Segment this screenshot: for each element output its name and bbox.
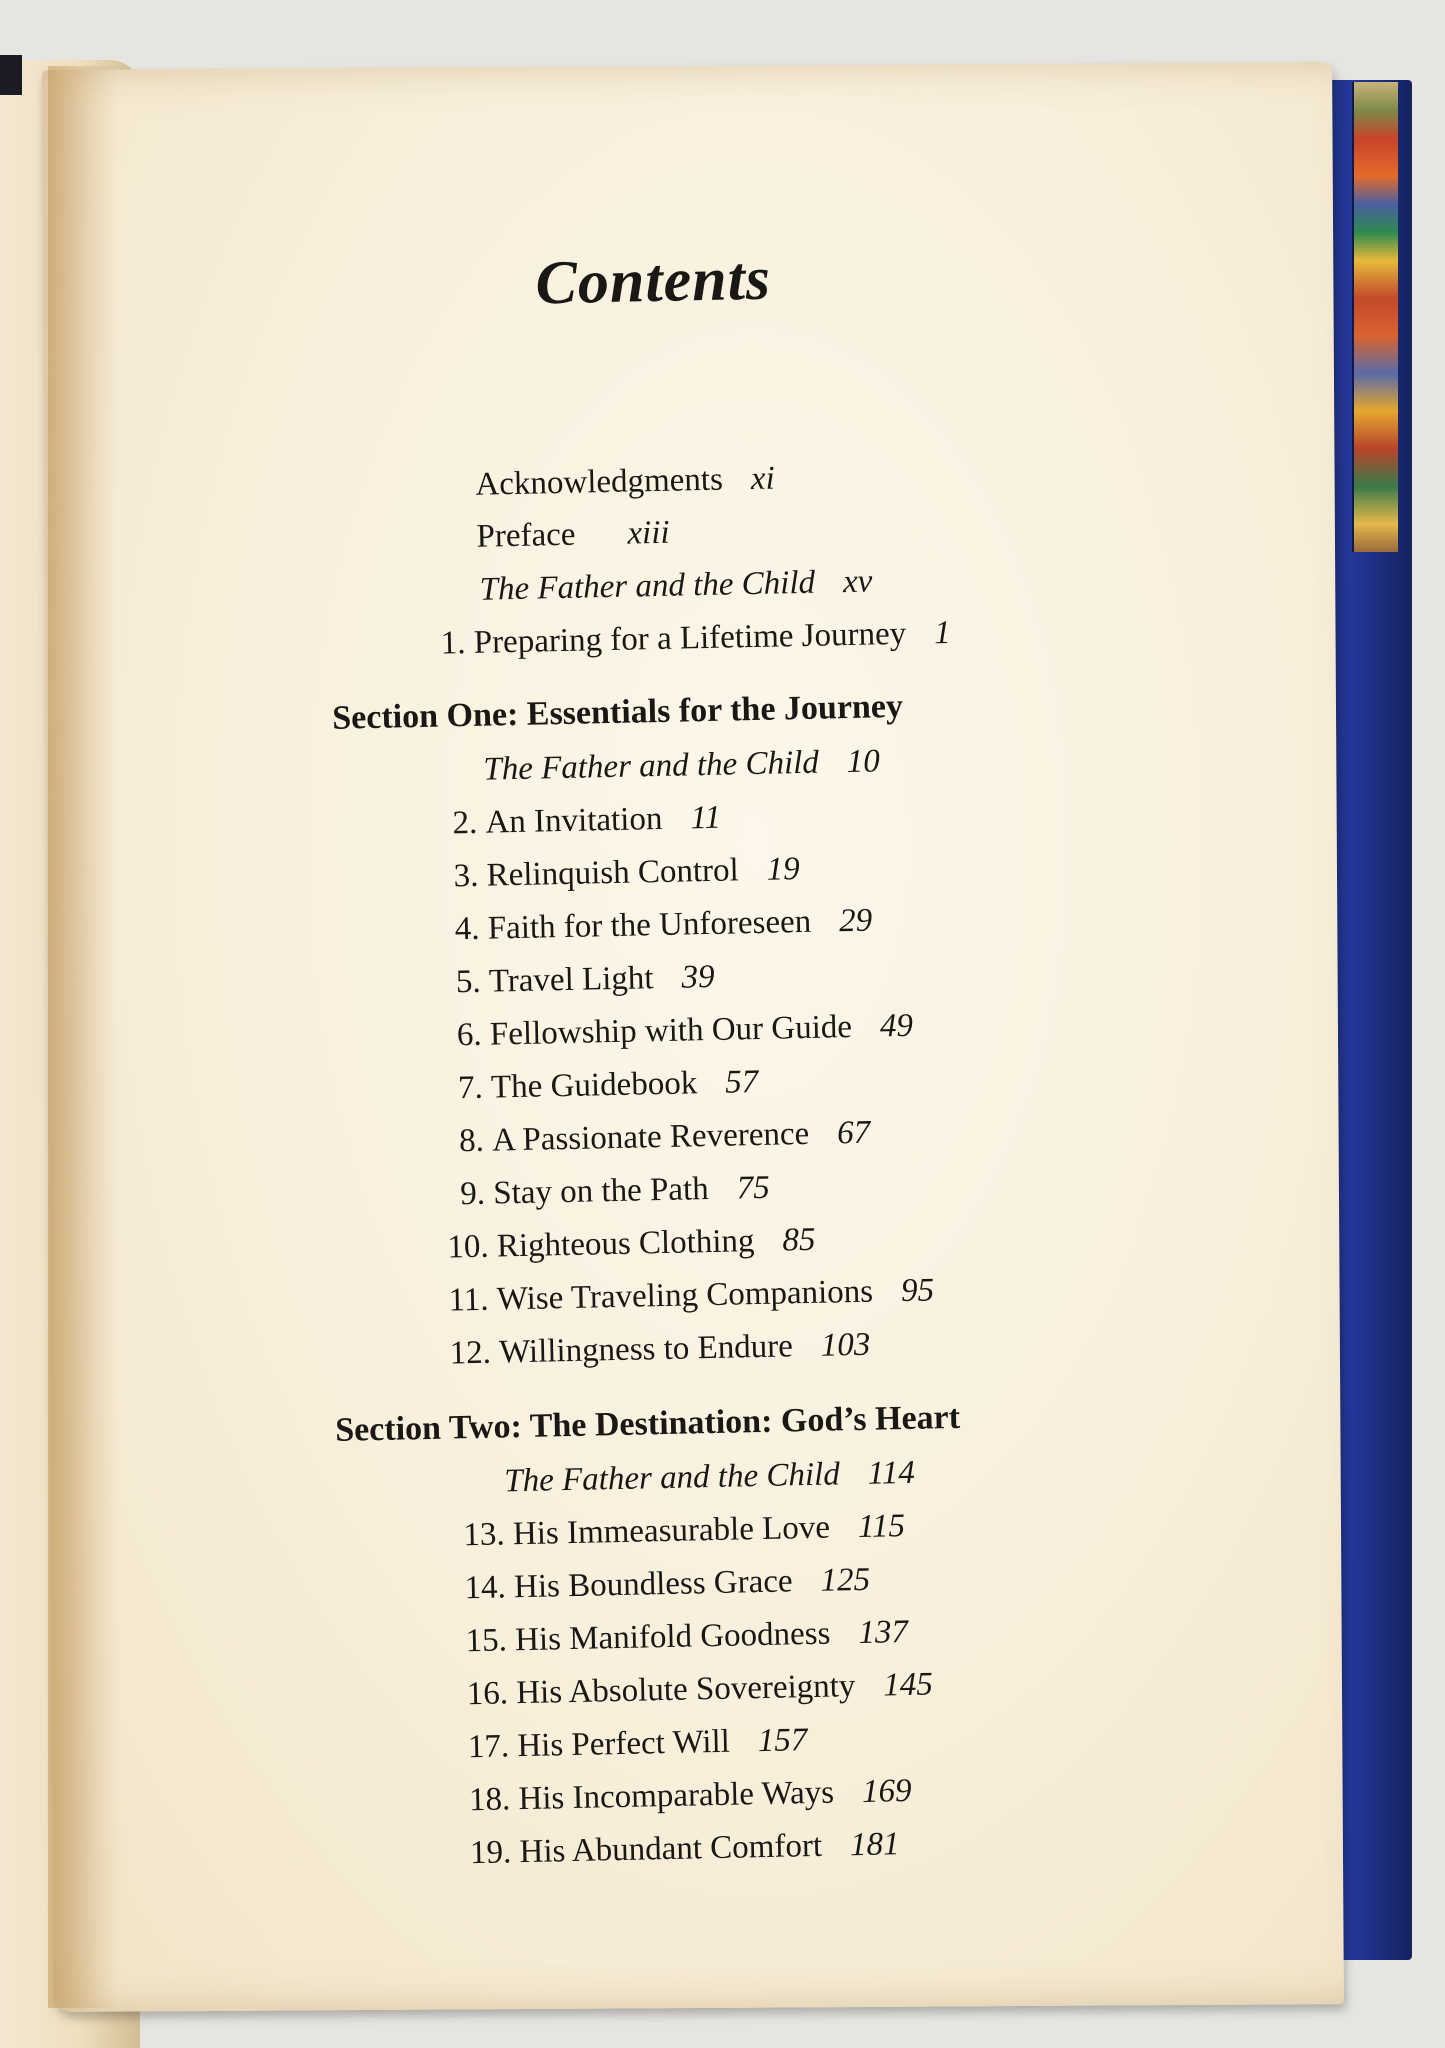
entry-number: 9. <box>459 1175 486 1213</box>
toc-entry-chapter-1 <box>440 613 951 664</box>
binding-corner <box>0 55 22 95</box>
toc-entry-chapter-12 <box>449 1325 871 1374</box>
toc-entry-acknowledgments <box>475 459 775 505</box>
entry-page: 39 <box>681 958 715 996</box>
entry-number: 6. <box>456 1016 483 1054</box>
entry-label: His Absolute Sovereignty <box>515 1668 856 1712</box>
entry-number: 13. <box>463 1516 506 1554</box>
toc-entry-chapter-6 <box>457 1006 914 1056</box>
toc-entry-father-child <box>483 741 880 789</box>
toc-entry-chapter-13 <box>463 1506 905 1555</box>
entry-page: 10 <box>846 743 881 781</box>
entry-number: 17. <box>467 1728 510 1766</box>
entry-label: Wise Traveling Companions <box>496 1273 874 1318</box>
section-heading: Section Two: The Destination: God’s Heart <box>334 1398 961 1449</box>
toc-entry-chapter-4 <box>454 901 872 950</box>
entry-label: Faith for the Unforeseen <box>487 903 812 947</box>
page-title: Contents <box>534 244 772 318</box>
entry-number: 14. <box>464 1569 507 1607</box>
section-heading: Section One: Essentials for the Journey <box>331 687 904 737</box>
entry-label: The Father and the Child <box>483 744 820 788</box>
entry-label: His Abundant Comfort <box>519 1827 823 1871</box>
entry-page: 1 <box>933 614 952 652</box>
toc-entry-chapter-5 <box>455 957 714 1002</box>
toc-entry-chapter-8 <box>459 1113 871 1162</box>
entry-number: 2. <box>452 804 478 842</box>
entry-number: 3. <box>453 857 479 895</box>
toc-entry-chapter-7 <box>458 1062 759 1108</box>
entry-page: 157 <box>757 1722 808 1760</box>
entry-page: 67 <box>836 1114 871 1152</box>
entry-number: 7. <box>457 1069 484 1107</box>
toc-entry-father-child <box>504 1453 915 1502</box>
entry-label: Acknowledgments <box>475 461 724 503</box>
toc-entry-chapter-3 <box>453 849 800 896</box>
entry-page: 181 <box>849 1826 900 1864</box>
entry-label: His Immeasurable Love <box>512 1509 831 1553</box>
entry-label: The Father and the Child <box>503 1456 841 1500</box>
entry-page: 95 <box>900 1272 935 1310</box>
toc-entry-chapter-16 <box>466 1664 933 1714</box>
entry-label: His Boundless Grace <box>513 1563 793 1606</box>
toc-entry-father-child <box>479 561 873 609</box>
entry-number: 12. <box>449 1334 492 1372</box>
entry-label: Righteous Clothing <box>496 1223 755 1265</box>
entry-label: Preface <box>476 516 576 555</box>
entry-number: 11. <box>448 1281 489 1319</box>
entry-page: xiii <box>627 514 670 552</box>
entry-number: 19. <box>469 1834 512 1872</box>
entry-page: 103 <box>820 1326 871 1364</box>
toc-entry-chapter-17 <box>467 1720 807 1767</box>
entry-number: 5. <box>455 963 481 1001</box>
toc-entry-chapter-18 <box>469 1771 912 1820</box>
entry-page: 125 <box>820 1561 871 1599</box>
entry-label: His Incomparable Ways <box>518 1774 835 1818</box>
entry-label: Fellowship with Our Guide <box>489 1009 853 1053</box>
entry-label: Travel Light <box>488 960 654 1000</box>
entry-page: 57 <box>724 1063 759 1101</box>
table-of-contents <box>29 52 1359 2021</box>
toc-entry-chapter-9 <box>460 1168 770 1214</box>
entry-label: Stay on the Path <box>492 1171 710 1212</box>
entry-page: 137 <box>858 1613 909 1652</box>
entry-number: 4. <box>454 910 480 948</box>
entry-number: 1. <box>440 625 466 662</box>
toc-entry-chapter-14 <box>464 1560 870 1608</box>
toc-entry-chapter-19 <box>470 1824 900 1873</box>
entry-page: 49 <box>879 1007 914 1045</box>
toc-entry-chapter-2 <box>452 798 721 844</box>
entry-label: The Guidebook <box>490 1065 698 1106</box>
entry-page: 11 <box>690 799 722 837</box>
entry-label: Preparing for a Lifetime Journey <box>473 615 907 661</box>
entry-page: 114 <box>867 1454 916 1492</box>
cover-art-strip <box>1352 82 1398 552</box>
entry-number: 10. <box>447 1228 490 1266</box>
entry-label: His Perfect Will <box>516 1723 731 1765</box>
entry-label: The Father and the Child <box>479 564 816 608</box>
toc-entry-chapter-10 <box>447 1220 816 1268</box>
entry-page: xi <box>750 460 776 498</box>
entry-page: 115 <box>857 1508 906 1545</box>
contents-page <box>42 62 1344 2012</box>
toc-entry-preface <box>476 513 670 557</box>
entry-label: An Invitation <box>485 800 663 841</box>
entry-page: 29 <box>838 902 873 940</box>
entry-label: A Passionate Reverence <box>491 1115 810 1159</box>
entry-page: 145 <box>882 1666 934 1704</box>
entry-label: His Manifold Goodness <box>514 1615 831 1659</box>
entry-page: 75 <box>736 1169 771 1207</box>
entry-label: Willingness to Endure <box>498 1328 794 1371</box>
toc-entry-chapter-11 <box>448 1270 934 1320</box>
entry-label: Relinquish Control <box>486 852 740 894</box>
entry-page: 169 <box>861 1772 912 1810</box>
entry-page: 19 <box>766 851 801 888</box>
entry-page: 85 <box>782 1221 816 1259</box>
entry-number: 15. <box>465 1622 508 1660</box>
entry-page: xv <box>842 563 873 601</box>
entry-number: 8. <box>458 1122 485 1160</box>
entry-number: 16. <box>466 1675 509 1713</box>
entry-number: 18. <box>468 1781 511 1819</box>
toc-entry-chapter-15 <box>465 1612 908 1661</box>
